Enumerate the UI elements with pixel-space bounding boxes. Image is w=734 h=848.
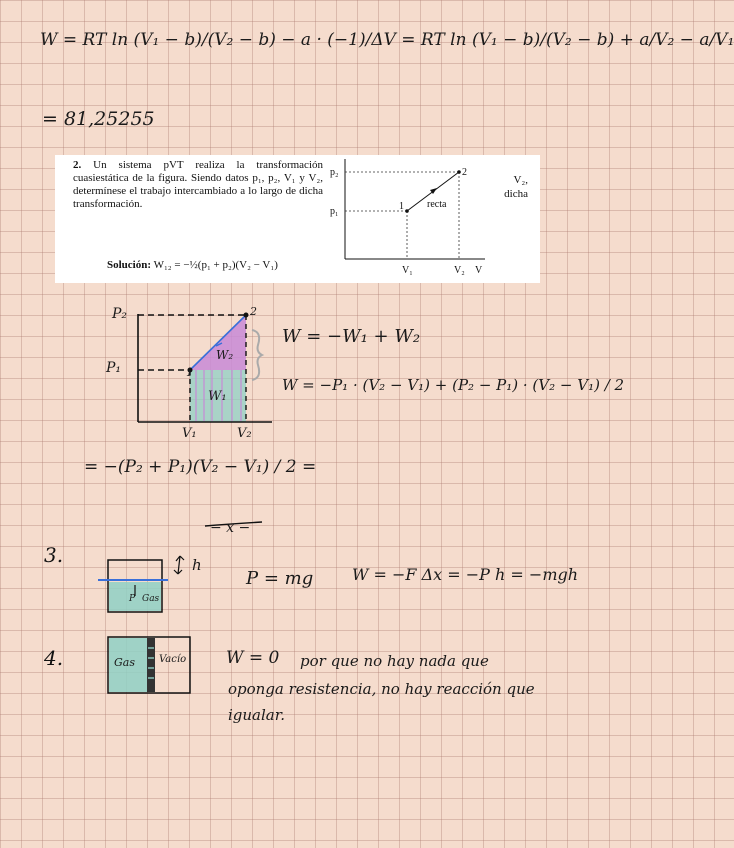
problem4-gas-label: Gas bbox=[114, 656, 135, 669]
problem-number: 2. bbox=[73, 159, 82, 171]
solution-formula: W₁₂ = −½(p₁ + p₂)(V₂ − V₁) bbox=[153, 259, 278, 271]
problem4-eq-work: W = 0 bbox=[226, 648, 280, 668]
problem4-vacuum-label: Vacío bbox=[159, 654, 187, 665]
fig-point-2: 2 bbox=[462, 167, 467, 178]
eq-work-sum: W = −W₁ + W₂ bbox=[282, 326, 421, 347]
problem4-explanation-1: por que no hay nada que bbox=[300, 652, 489, 670]
sketch-v2-label: V₂ bbox=[237, 426, 252, 441]
right-fragment-v2: V₂, bbox=[513, 174, 528, 186]
problem4-explanation-3: igualar. bbox=[228, 706, 286, 724]
problem3-eq-pressure: P = mg bbox=[246, 568, 314, 589]
sketch-p2-label: P₂ bbox=[112, 306, 128, 322]
separator: − x − bbox=[210, 520, 251, 536]
problem4-explanation-2: oponga resistencia, no hay reacción que bbox=[228, 680, 535, 698]
fig-p1-label: p₁ bbox=[330, 206, 339, 217]
fig-p2-label: p₂ bbox=[330, 167, 339, 178]
problem3-gas-label: Gas bbox=[142, 594, 160, 604]
fig-v2-label: V₂ bbox=[454, 265, 465, 276]
eq-work-expanded: W = −P₁ · (V₂ − V₁) + (P₂ − P₁) · (V₂ − V₁) / 2 bbox=[282, 376, 625, 394]
fig-line-label: recta bbox=[427, 199, 447, 210]
solution-label: Solución: bbox=[107, 259, 152, 271]
sketch-v1-label: V₁ bbox=[182, 426, 197, 441]
fig-v1-label: V₁ bbox=[402, 265, 413, 276]
work-formula: W = RT ln (V₁ − b)/(V₂ − b) − a · (−1)/ΔV = RT ln (V₁ − b)/(V₂ − b) + a/V₂ − a/V₁ bbox=[40, 30, 734, 50]
problem3-h-label: h bbox=[192, 556, 202, 574]
problem3-eq-work: W = −F Δx = −P h = −mgh bbox=[352, 565, 579, 584]
problem4-number: 4. bbox=[44, 646, 64, 670]
right-fragment-dicha: dicha bbox=[504, 188, 528, 200]
sketch-p1-label: P₁ bbox=[106, 360, 122, 376]
sketch-point-2: 2 bbox=[250, 305, 257, 318]
fig-point-1: 1 bbox=[399, 201, 404, 212]
sketch-w1-label: W₁ bbox=[208, 389, 227, 404]
eq-work-final: = −(P₂ + P₁)(V₂ − V₁) / 2 = bbox=[84, 457, 317, 477]
fig-v-axis-label: V bbox=[475, 265, 483, 276]
problem3-number: 3. bbox=[44, 543, 64, 567]
work-result: = 81,25255 bbox=[42, 108, 155, 130]
problem3-p-label: P bbox=[129, 594, 136, 604]
problem-statement: Un sistema pVT realiza la transformación cuasiestática de la figura. Siendo datos p₁, p₂, V₁ y V₂, determínese el trabajo intercambiado a lo largo de dicha transformación. bbox=[73, 159, 323, 210]
sketch-w2-label: W₂ bbox=[216, 348, 234, 362]
sketch-point-1: 1 bbox=[186, 366, 193, 379]
